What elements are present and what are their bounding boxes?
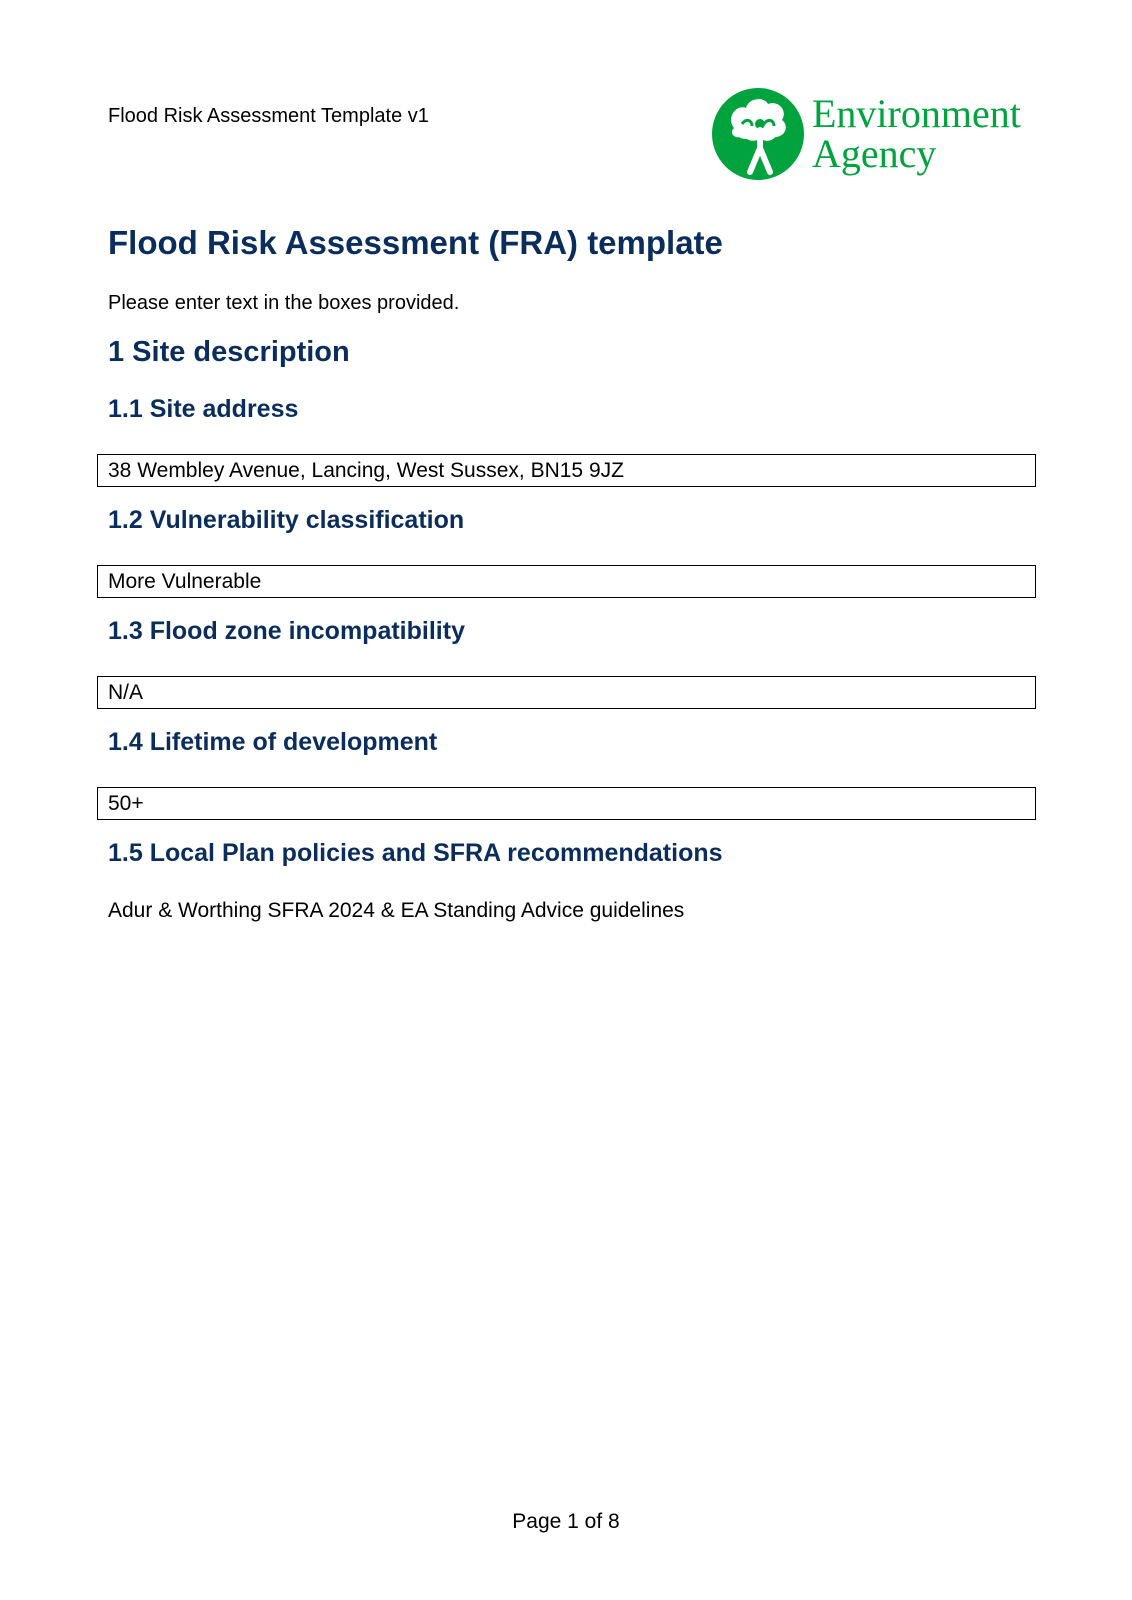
logo-line-1: Environment — [812, 91, 1021, 136]
tree-person-icon — [712, 88, 804, 180]
page-number-label: Page 1 of 8 — [512, 1510, 620, 1533]
lifetime-of-development-field[interactable]: 50+ — [97, 787, 1036, 820]
subsection-heading-lifetime: 1.4 Lifetime of development — [108, 728, 438, 756]
subsection-heading-flood-zone: 1.3 Flood zone incompatibility — [108, 617, 465, 645]
vulnerability-classification-field[interactable]: More Vulnerable — [97, 565, 1036, 598]
logo-wordmark — [812, 91, 1021, 176]
site-address-field[interactable]: 38 Wembley Avenue, Lancing, West Sussex, BN15 9JZ — [97, 454, 1036, 487]
subsection-heading-vulnerability: 1.2 Vulnerability classification — [108, 506, 465, 534]
local-plan-policies-text: Adur & Worthing SFRA 2024 & EA Standing Advice guidelines — [108, 899, 685, 922]
section-heading-site-description: 1 Site description — [108, 336, 350, 368]
flood-zone-incompatibility-field[interactable]: N/A — [97, 676, 1036, 709]
subsection-heading-site-address: 1.1 Site address — [108, 395, 299, 423]
document-title: Flood Risk Assessment (FRA) template — [108, 224, 723, 261]
environment-agency-logo — [712, 88, 1052, 186]
page-number — [0, 1510, 1132, 1534]
subsection-heading-local-plan: 1.5 Local Plan policies and SFRA recommendations — [108, 839, 723, 867]
intro-instructions: Please enter text in the boxes provided. — [108, 292, 460, 314]
logo-line-2: Agency — [812, 131, 937, 176]
template-version-label: Flood Risk Assessment Template v1 — [108, 105, 429, 127]
